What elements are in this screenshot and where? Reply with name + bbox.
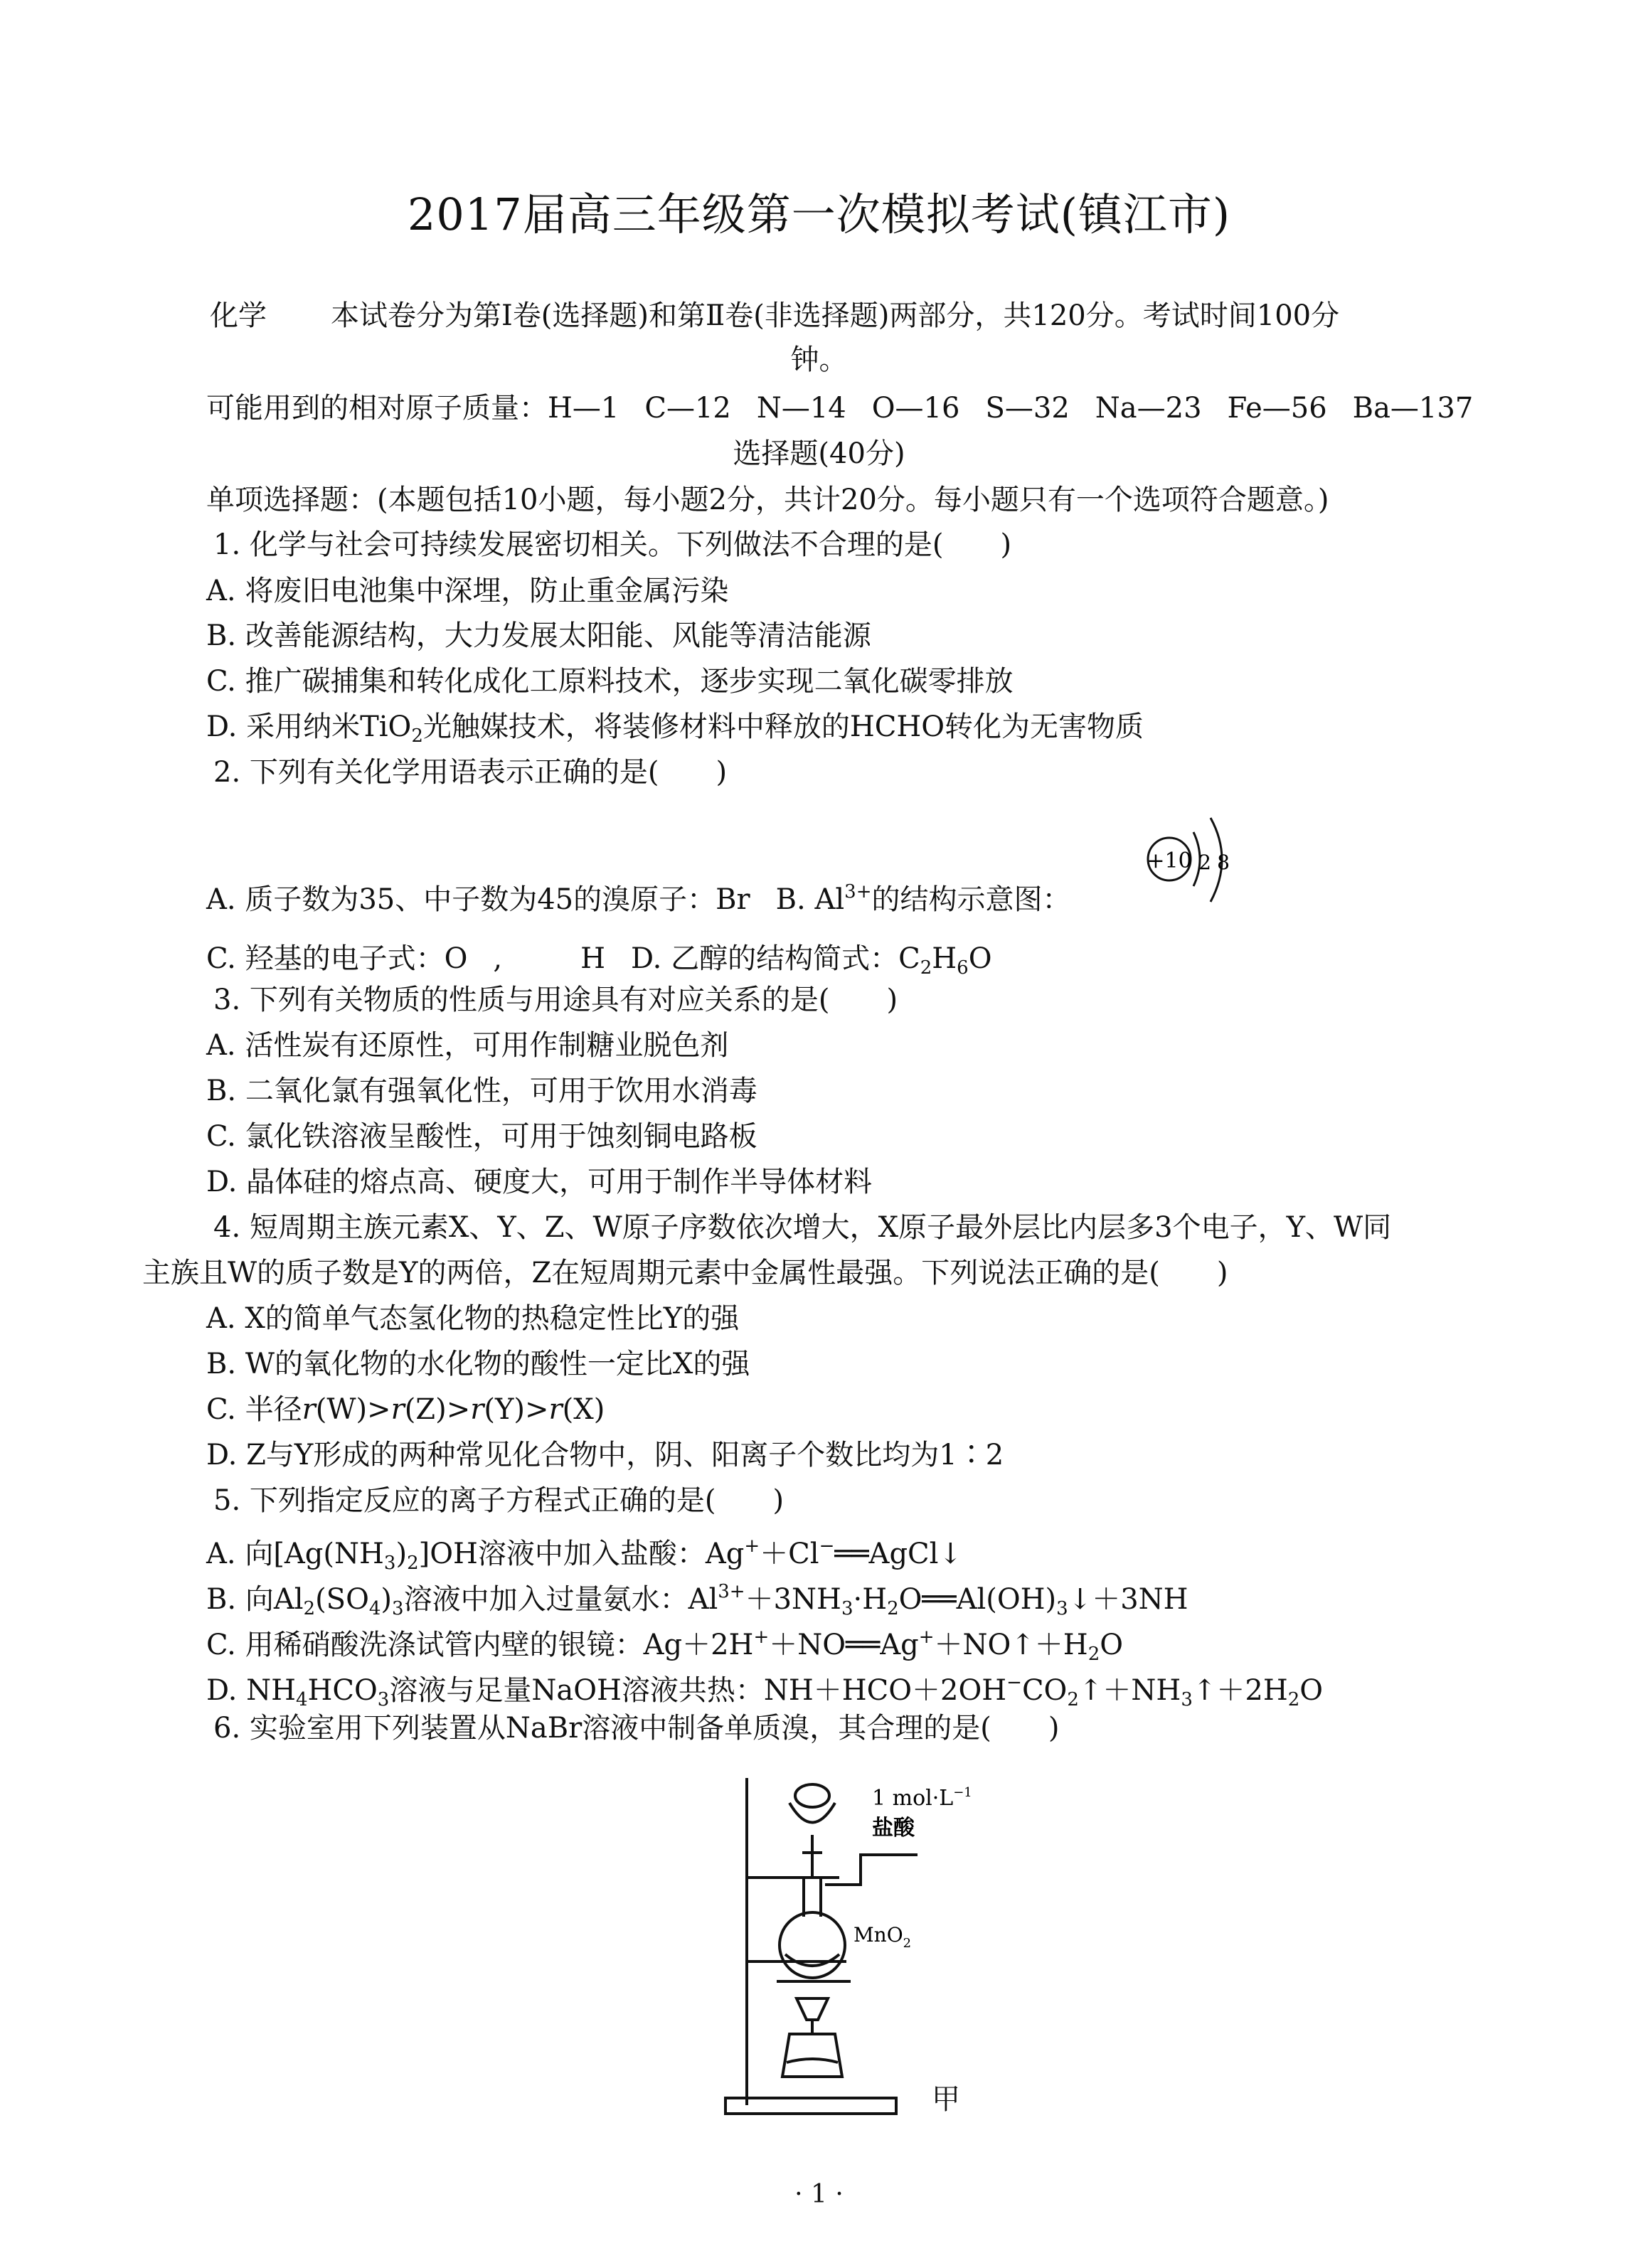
- q4-option-c: [206, 1391, 605, 1428]
- lamp-liquid: [787, 2059, 838, 2062]
- q6-stem: 6. 实验室用下列装置从NaBr溶液中制备单质溴，其合理的是( ): [213, 1712, 1060, 1745]
- atom-shell-2-count: 8: [1217, 851, 1230, 874]
- label-concentration: [872, 1785, 972, 1811]
- q3-option-a: A. 活性炭有还原性，可用作制糖业脱色剂: [206, 1029, 729, 1062]
- q5-d-s3: 2: [1067, 1689, 1079, 1710]
- q2-c-mid: ,: [493, 942, 503, 975]
- figure-caption-jia: 甲: [932, 2083, 960, 2116]
- q2-option-c-d: [206, 940, 991, 986]
- q5-b-7: O══Al(OH): [898, 1583, 1057, 1616]
- q5-d-4: CO: [1021, 1674, 1068, 1707]
- q5-b-3: ): [381, 1583, 393, 1616]
- q5-a-4: ＋Cl: [760, 1538, 819, 1570]
- q2-d-mid: H: [932, 942, 957, 975]
- atomic-mass-ba: Ba—137: [1352, 392, 1474, 425]
- q2-c-post: H: [580, 942, 606, 975]
- q1-option-b: B. 改善能源结构，大力发展太阳能、风能等清洁能源: [206, 619, 871, 652]
- q5-b-p1: 3+: [718, 1581, 745, 1602]
- q5-a-5: ══AgCl↓: [834, 1538, 962, 1570]
- q4-stem-line-1: 4. 短周期主族元素X、Y、Z、W原子序数依次增大，X原子最外层比内层多3个电子，Y、W同: [213, 1211, 1392, 1244]
- q4-c-r2: r: [390, 1393, 405, 1426]
- q5-b-1: B. 向Al: [206, 1583, 304, 1616]
- q3-option-c: C. 氯化铁溶液呈酸性，可用于蚀刻铜电路板: [206, 1120, 757, 1153]
- atomic-mass-o: O—16: [871, 392, 960, 425]
- q4-c-2: (Z)>: [404, 1393, 471, 1426]
- intro-line-1: 本试卷分为第Ⅰ卷(选择题)和第Ⅱ卷(非选择题)两部分，共120分。考试时间100分: [331, 299, 1340, 332]
- atomic-mass-na: Na—23: [1095, 392, 1202, 425]
- q5-a-3: ]OH溶液中加入盐酸：Ag: [418, 1538, 745, 1570]
- atomic-mass-fe: Fe—56: [1227, 392, 1327, 425]
- intro-line-2: 钟。: [790, 344, 848, 376]
- q4-c-r3: r: [470, 1393, 484, 1426]
- q4-option-b: B. W的氧化物的水化物的酸性一定比X的强: [206, 1348, 750, 1380]
- q3-option-d: D. 晶体硅的熔点高、硬度大，可用于制作半导体材料: [206, 1166, 873, 1198]
- q5-d-6: ↑＋2H: [1192, 1674, 1288, 1707]
- atomic-mass-n: N—14: [756, 392, 846, 425]
- q1-option-c: C. 推广碳捕集和转化成化工原料技术，逐步实现二氧化碳零排放: [206, 665, 1014, 698]
- label-mno2: [853, 1923, 911, 1951]
- q1-d-sub: 2: [411, 725, 423, 747]
- atomic-masses-label: 可能用到的相对原子质量：: [206, 392, 548, 425]
- alcohol-lamp: [782, 2034, 842, 2077]
- q5-c-4: O: [1100, 1629, 1124, 1661]
- q5-c-p1: +: [753, 1627, 770, 1648]
- q2-d-sub1: 2: [920, 957, 932, 979]
- q5-a-2: ): [395, 1538, 408, 1570]
- q5-c-p2: +: [918, 1627, 935, 1648]
- label-mno2-sub: 2: [903, 1936, 912, 1951]
- q5-b-s4: 3: [841, 1598, 853, 1619]
- q2-b-sup: 3+: [844, 881, 872, 903]
- section-title: 选择题(40分): [733, 437, 905, 470]
- atomic-masses: [206, 390, 1473, 427]
- q2-stem: 2. 下列有关化学用语表示正确的是( ): [213, 756, 728, 789]
- atomic-mass-h: H—1: [548, 392, 619, 425]
- q4-c-pre: C. 半径: [206, 1393, 302, 1426]
- q3-stem: 3. 下列有关物质的性质与用途具有对应关系的是( ): [213, 984, 898, 1016]
- q5-b-5: ＋3NH: [745, 1583, 841, 1616]
- q2-option-a-b: [206, 873, 1070, 918]
- q1-stem: 1. 化学与社会可持续发展密切相关。下列做法不合理的是( ): [213, 528, 1012, 561]
- section-intro: 单项选择题：(本题包括10小题，每小题2分，共计20分。每小题只有一个选项符合题意。): [206, 484, 1329, 516]
- q2-b-pre: B. Al: [775, 883, 845, 916]
- atomic-mass-c: C—12: [644, 392, 731, 425]
- stand-base: [725, 2098, 896, 2114]
- q4-c-3: (Y)>: [484, 1393, 549, 1426]
- q4-c-r1: r: [302, 1393, 316, 1426]
- delivery-tube: [825, 1855, 918, 1885]
- q5-a-s2: 2: [407, 1553, 419, 1574]
- q5-d-2: HCO: [307, 1674, 378, 1707]
- q5-d-5: ↑＋NH: [1078, 1674, 1181, 1707]
- q5-d-1: D. NH: [206, 1674, 296, 1707]
- q5-b-4: 溶液中加入过量氨水：Al: [403, 1583, 718, 1616]
- q5-a-p1: +: [744, 1535, 760, 1557]
- label-concentration-sup: −1: [953, 1785, 972, 1800]
- q5-b-s1: 2: [303, 1598, 316, 1619]
- q4-option-d: D. Z与Y形成的两种常见化合物中，阴、阳离子个数比均为1∶2: [206, 1439, 1004, 1471]
- q3-option-b: B. 二氧化氯有强氧化性，可用于饮用水消毒: [206, 1075, 757, 1107]
- atom-shell-1-count: 2: [1198, 851, 1211, 874]
- atomic-mass-s: S—32: [985, 392, 1070, 425]
- q5-b-s6: 3: [1056, 1598, 1068, 1619]
- label-mno2-main: MnO: [853, 1923, 903, 1947]
- q2-option-a: A. 质子数为35、中子数为45的溴原子：Br: [206, 883, 750, 916]
- q5-d-3: 溶液与足量NaOH溶液共热：NH＋HCO＋2OH: [389, 1674, 1007, 1707]
- q5-a-1: A. 向[Ag(NH: [206, 1538, 384, 1570]
- atom-nucleus-label: +10: [1147, 848, 1192, 873]
- q4-c-4: (X): [562, 1393, 605, 1426]
- q4-stem-line-2: 主族且W的质子数是Y的两倍，Z在短周期元素中金属性最强。下列说法正确的是( ): [142, 1257, 1228, 1289]
- lamp-flame: [797, 1998, 828, 2020]
- q5-b-2: (SO: [315, 1583, 369, 1616]
- q5-b-s5: 2: [887, 1598, 899, 1619]
- q4-option-a: A. X的简单气态氢化物的热稳定性比Y的强: [206, 1302, 740, 1335]
- q5-a-s1: 3: [383, 1553, 396, 1574]
- q2-d-pre: D. 乙醇的结构简式：C: [631, 942, 920, 975]
- label-hydrochloric-acid: 盐酸: [872, 1816, 915, 1841]
- q5-b-6: ·H: [853, 1583, 888, 1616]
- q4-c-r4: r: [548, 1393, 563, 1426]
- q1-d-pre: D. 采用纳米TiO: [206, 710, 412, 743]
- q4-c-1: (W)>: [315, 1393, 391, 1426]
- q5-d-s4: 3: [1181, 1689, 1193, 1710]
- apparatus-figure-jia: [711, 1764, 972, 2134]
- q5-d-p1: −: [1006, 1672, 1022, 1693]
- q2-b-post: 的结构示意图：: [871, 883, 1071, 916]
- q5-b-s2: 4: [368, 1598, 381, 1619]
- funnel-stopper-bulb: [795, 1784, 829, 1807]
- round-bottom-flask: [780, 1912, 845, 1978]
- q2-c-pre: C. 羟基的电子式：O: [206, 942, 468, 975]
- subject-label: 化学: [210, 299, 267, 332]
- q5-c-1: C. 用稀硝酸洗涤试管内壁的银镜：Ag＋2H: [206, 1629, 754, 1661]
- page-number: · 1 ·: [794, 2180, 844, 2209]
- q5-b-8: ↓＋3NH: [1068, 1583, 1188, 1616]
- q2-d-post: O: [968, 942, 992, 975]
- q5-b-s3: 3: [392, 1598, 404, 1619]
- q1-option-d: [206, 708, 1144, 755]
- al-ion-structure-diagram: [1145, 811, 1252, 917]
- q5-c-2: ＋NO══Ag: [769, 1629, 919, 1661]
- q2-d-sub2: 6: [957, 957, 969, 979]
- exam-title: 2017届高三年级第一次模拟考试(镇江市): [407, 188, 1231, 240]
- q5-c-3: ＋NO↑＋H: [934, 1629, 1088, 1661]
- q1-option-a: A. 将废旧电池集中深埋，防止重金属污染: [206, 575, 729, 607]
- q5-c-s1: 2: [1087, 1644, 1100, 1665]
- q5-a-p2: −: [819, 1535, 835, 1557]
- q5-d-7: O: [1299, 1674, 1324, 1707]
- q5-stem: 5. 下列指定反应的离子方程式正确的是( ): [213, 1484, 785, 1517]
- q5-d-s5: 2: [1287, 1689, 1300, 1710]
- q1-d-post: 光触媒技术，将装修材料中释放的HCHO转化为无害物质: [422, 710, 1144, 743]
- q5-d-s1: 4: [295, 1689, 308, 1710]
- q5-d-s2: 3: [377, 1689, 390, 1710]
- label-concentration-main: 1 mol·L: [872, 1786, 954, 1811]
